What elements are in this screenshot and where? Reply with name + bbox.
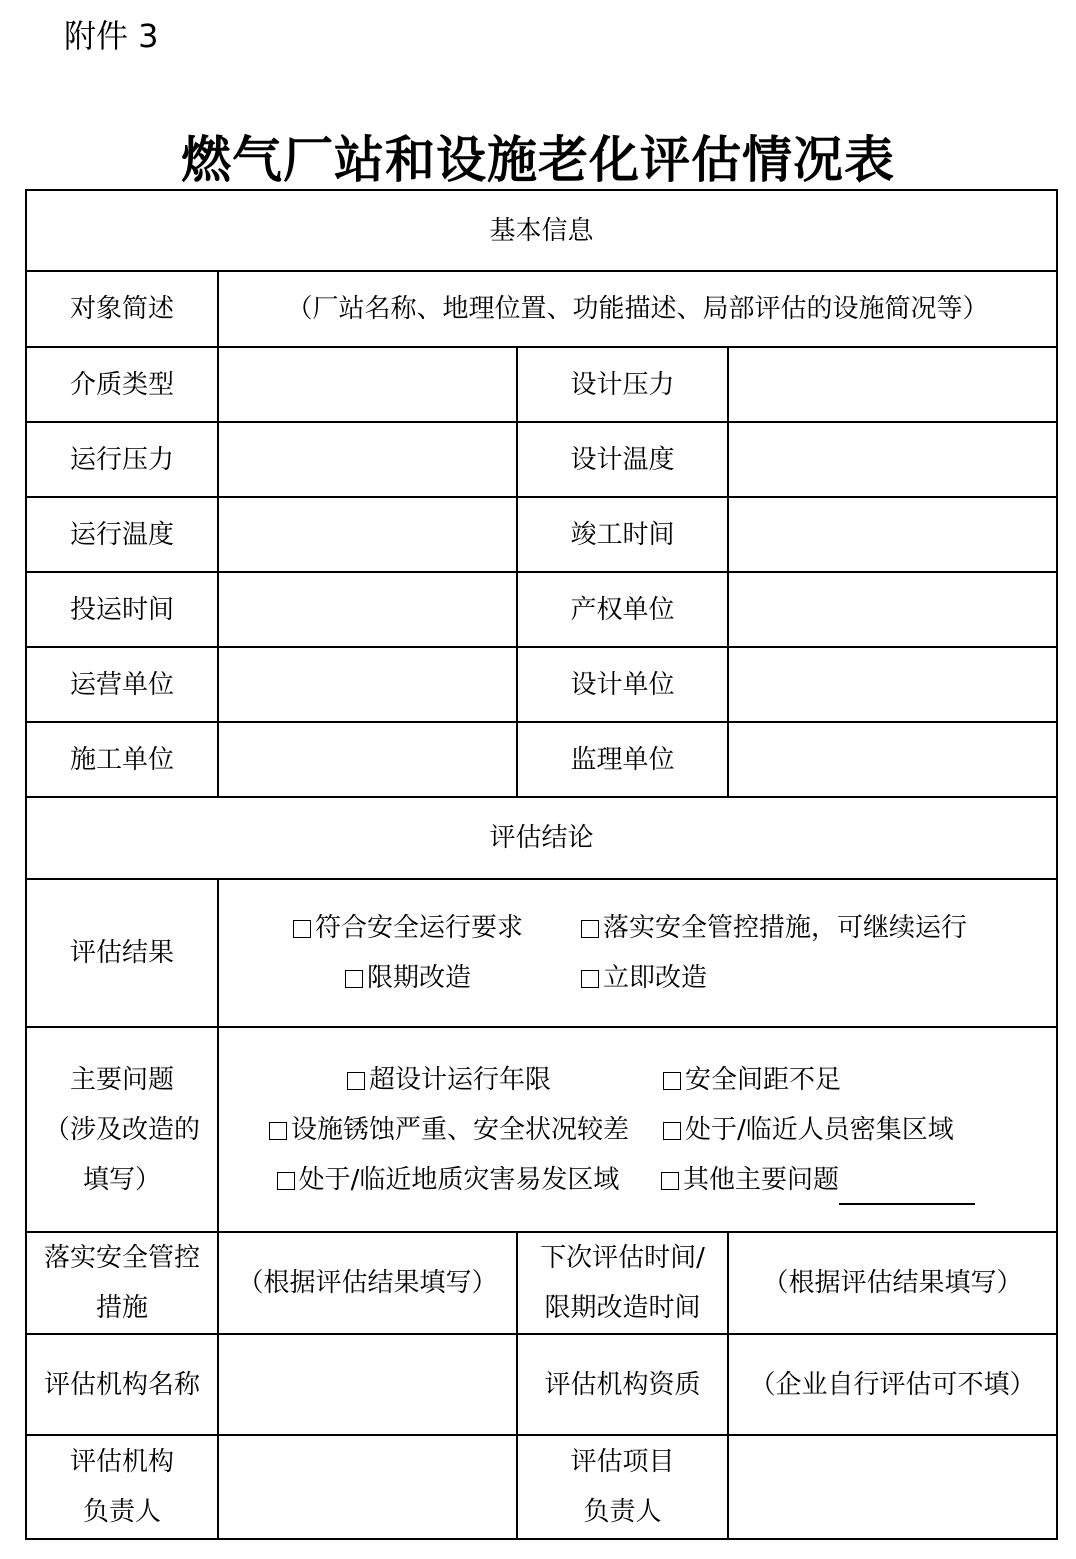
- field-label: 监理单位: [517, 722, 728, 797]
- field-label: 运行压力: [26, 422, 218, 497]
- checkbox-icon[interactable]: [347, 1072, 365, 1090]
- issue-option[interactable]: [235, 1155, 661, 1205]
- label-line: 评估机构: [69, 1447, 174, 1477]
- field-label: 运行温度: [26, 497, 218, 572]
- field-value-cell[interactable]: [218, 572, 517, 647]
- result-row: [26, 879, 1057, 1027]
- checkbox-icon[interactable]: [293, 920, 311, 938]
- basic-info-header: 基本信息: [26, 190, 1057, 271]
- agency-name-value-cell[interactable]: [218, 1334, 517, 1435]
- field-value-cell[interactable]: [728, 347, 1057, 422]
- label-line: 负责人: [82, 1497, 161, 1527]
- agency-qualification-value-cell[interactable]: （企业自行评估可不填）: [728, 1334, 1057, 1435]
- result-options-cell: [218, 879, 1057, 1027]
- option-label: 限期改造: [366, 963, 471, 993]
- result-option[interactable]: [581, 903, 967, 953]
- next-assessment-value-cell[interactable]: （根据评估结果填写）: [728, 1232, 1057, 1334]
- issue-option[interactable]: [661, 1155, 975, 1205]
- table-row: [26, 422, 1057, 497]
- field-label: 竣工时间: [517, 497, 728, 572]
- field-value-cell[interactable]: [728, 572, 1057, 647]
- measures-label: [26, 1232, 218, 1334]
- field-label: 设计压力: [517, 347, 728, 422]
- label-line: 评估项目: [570, 1447, 675, 1477]
- project-head-value-cell[interactable]: [728, 1435, 1057, 1539]
- label-line: 负责人: [583, 1497, 662, 1527]
- label-line: 填写）: [82, 1164, 161, 1195]
- object-row: [26, 271, 1057, 347]
- measures-value-cell[interactable]: （根据评估结果填写）: [218, 1232, 517, 1334]
- object-description-cell[interactable]: （厂站名称、地理位置、功能描述、局部评估的设施简况等）: [218, 271, 1057, 347]
- field-label: 产权单位: [517, 572, 728, 647]
- option-label: 符合安全运行要求: [314, 913, 523, 943]
- checkbox-icon[interactable]: [269, 1122, 287, 1140]
- checkbox-icon[interactable]: [663, 1072, 681, 1090]
- field-value-cell[interactable]: [728, 647, 1057, 722]
- section-header-row: [26, 190, 1057, 271]
- field-value-cell[interactable]: [218, 647, 517, 722]
- result-option[interactable]: [581, 953, 707, 1003]
- field-value-cell[interactable]: [218, 497, 517, 572]
- project-head-label: [517, 1435, 728, 1539]
- checkbox-icon[interactable]: [581, 970, 599, 988]
- field-value-cell[interactable]: [218, 422, 517, 497]
- field-label: 施工单位: [26, 722, 218, 797]
- label-line: 措施: [95, 1293, 148, 1323]
- next-assessment-label: [517, 1232, 728, 1334]
- issues-options-cell: [218, 1027, 1057, 1232]
- table-row: [26, 647, 1057, 722]
- field-label: 投运时间: [26, 572, 218, 647]
- responsible-row: [26, 1435, 1057, 1539]
- label-line: 主要问题: [69, 1064, 174, 1095]
- conclusion-header: 评估结论: [26, 797, 1057, 879]
- issues-label: [26, 1027, 218, 1232]
- label-line: 落实安全管控: [43, 1243, 200, 1273]
- result-label: 评估结果: [26, 879, 218, 1027]
- checkbox-icon[interactable]: [345, 970, 363, 988]
- label-line: 下次评估时间/: [540, 1243, 705, 1273]
- object-label: 对象简述: [26, 271, 218, 347]
- agency-head-value-cell[interactable]: [218, 1435, 517, 1539]
- field-value-cell[interactable]: [728, 722, 1057, 797]
- checkbox-icon[interactable]: [277, 1172, 295, 1190]
- agency-qualification-label: 评估机构资质: [517, 1334, 728, 1435]
- issues-row: [26, 1027, 1057, 1232]
- option-label: 安全间距不足: [685, 1064, 842, 1095]
- attachment-label: 附件 3: [64, 17, 159, 55]
- option-label: 设施锈蚀严重、安全状况较差: [290, 1114, 629, 1145]
- agency-head-label: [26, 1435, 218, 1539]
- field-label: 介质类型: [26, 347, 218, 422]
- measures-row: [26, 1232, 1057, 1334]
- issue-option[interactable]: [663, 1105, 954, 1155]
- field-label: 运营单位: [26, 647, 218, 722]
- table-row: [26, 347, 1057, 422]
- issue-option[interactable]: [663, 1055, 841, 1105]
- field-value-cell[interactable]: [728, 497, 1057, 572]
- field-value-cell[interactable]: [218, 347, 517, 422]
- checkbox-icon[interactable]: [663, 1122, 681, 1140]
- field-label: 设计单位: [517, 647, 728, 722]
- issue-option[interactable]: [235, 1055, 663, 1105]
- table-row: [26, 722, 1057, 797]
- issue-option[interactable]: [235, 1105, 663, 1155]
- option-label: 超设计运行年限: [368, 1064, 551, 1095]
- table-row: [26, 572, 1057, 647]
- checkbox-icon[interactable]: [581, 920, 599, 938]
- agency-name-label: 评估机构名称: [26, 1334, 218, 1435]
- other-issue-blank-line[interactable]: [839, 1173, 975, 1205]
- label-line: （涉及改造的: [43, 1114, 200, 1145]
- option-label: 处于/临近地质灾害易发区域: [298, 1164, 620, 1195]
- result-option[interactable]: [235, 953, 581, 1003]
- field-value-cell[interactable]: [728, 422, 1057, 497]
- document-title: 燃气厂站和设施老化评估情况表: [181, 131, 895, 189]
- field-label: 设计温度: [517, 422, 728, 497]
- field-value-cell[interactable]: [218, 722, 517, 797]
- option-label: 处于/临近人员密集区域: [685, 1114, 954, 1145]
- result-option[interactable]: [235, 903, 581, 953]
- label-line: 限期改造时间: [544, 1293, 701, 1323]
- option-label: 立即改造: [603, 963, 708, 993]
- option-label: 其他主要问题: [683, 1164, 840, 1195]
- section-header-row: [26, 797, 1057, 879]
- assessment-form-table: [25, 189, 1058, 1540]
- agency-row: [26, 1334, 1057, 1435]
- table-row: [26, 497, 1057, 572]
- option-label: 落实安全管控措施，可继续运行: [603, 913, 968, 943]
- checkbox-icon[interactable]: [661, 1172, 679, 1190]
